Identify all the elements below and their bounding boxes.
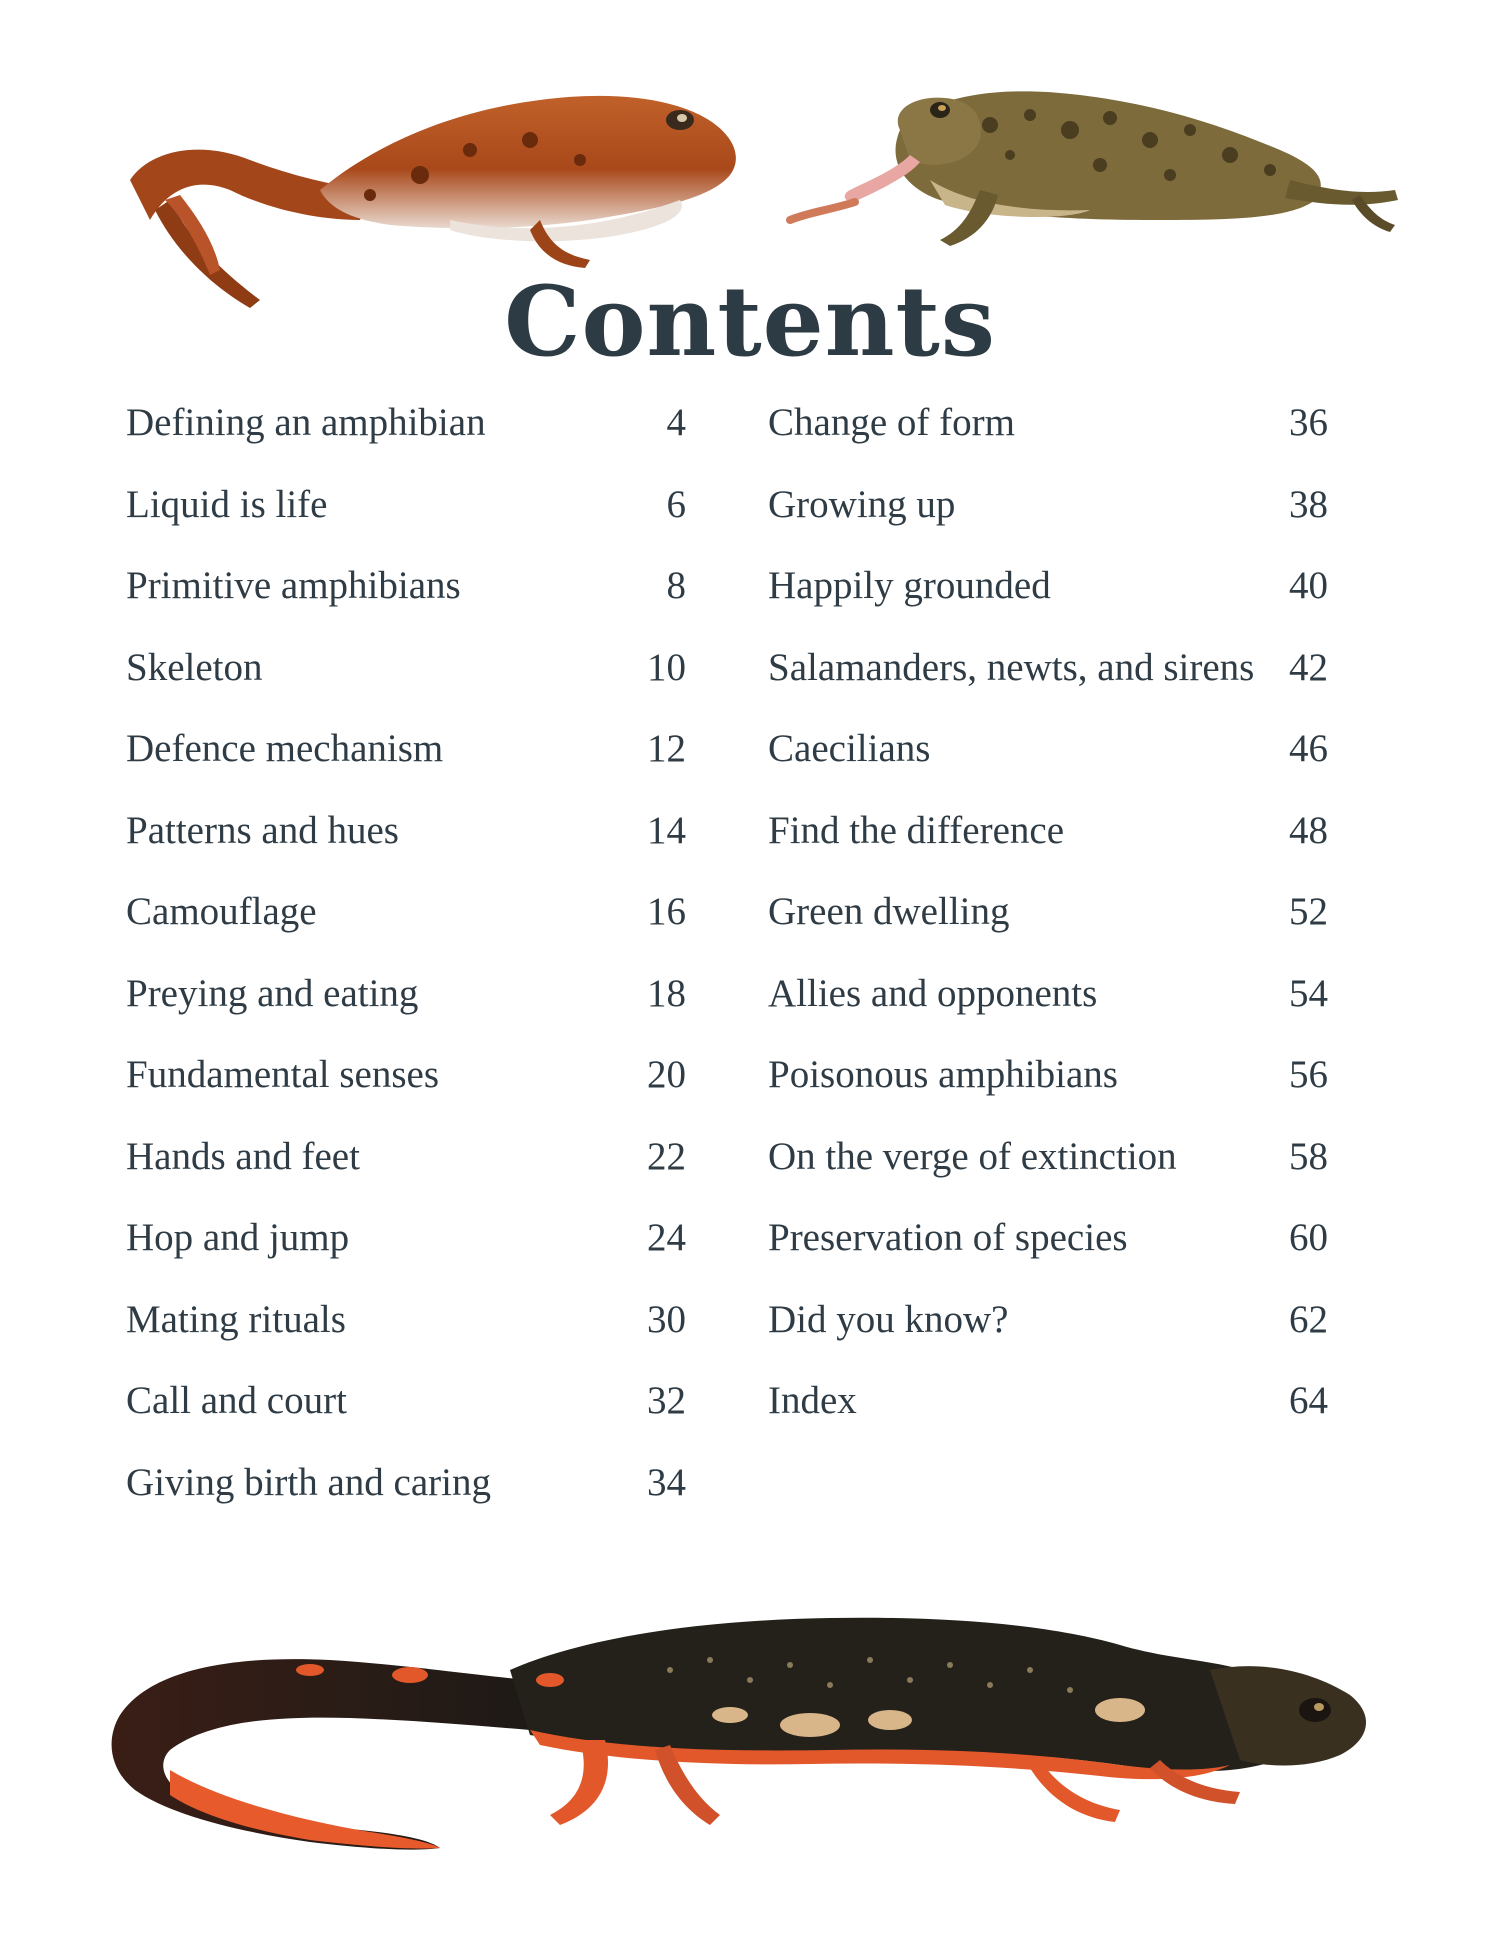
entry-title: Index [768, 1379, 857, 1422]
contents-entry[interactable] [126, 1210, 686, 1292]
entry-title: Salamanders, newts, and sirens [768, 645, 1255, 689]
entry-page: 18 [647, 971, 686, 1015]
contents-entry[interactable] [768, 558, 1328, 640]
entry-title: Find the difference [768, 808, 1065, 852]
page-title: Contents [504, 265, 996, 378]
entry-title: Hop and jump [126, 1216, 350, 1259]
entry-title: Defence mechanism [126, 727, 444, 770]
entry-title: Happily grounded [768, 564, 1051, 607]
entry-title: On the verge of extinction [768, 1134, 1177, 1178]
entry-title: Hands and feet [126, 1134, 360, 1178]
entry-page: 10 [647, 645, 686, 689]
entry-page: 54 [1289, 971, 1328, 1015]
entry-title: Camouflage [126, 890, 317, 933]
contents-entry[interactable] [126, 1373, 686, 1455]
contents-entry[interactable] [768, 1210, 1328, 1292]
entry-page: 62 [1289, 1297, 1328, 1341]
contents-entry[interactable] [126, 395, 686, 477]
entry-title: Call and court [126, 1379, 347, 1422]
entry-page: 38 [1289, 482, 1328, 526]
entry-page: 52 [1289, 890, 1328, 933]
entry-page: 30 [647, 1297, 686, 1341]
entry-page: 36 [1289, 401, 1328, 444]
contents-entry[interactable] [768, 884, 1328, 966]
contents-entry[interactable] [768, 1047, 1328, 1129]
contents-entry[interactable] [768, 1129, 1328, 1211]
entry-title: Green dwelling [768, 890, 1010, 933]
entry-page: 6 [666, 482, 686, 526]
contents-entry[interactable] [126, 1047, 686, 1129]
entry-title: Did you know? [768, 1297, 1009, 1341]
entry-page: 60 [1289, 1216, 1328, 1259]
entry-page: 22 [647, 1134, 686, 1178]
contents-entry[interactable] [126, 721, 686, 803]
entry-page: 46 [1289, 727, 1328, 770]
entry-title: Liquid is life [126, 482, 328, 526]
entry-page: 4 [666, 401, 686, 444]
contents-entry[interactable] [768, 721, 1328, 803]
entry-page: 56 [1289, 1053, 1328, 1096]
entry-title: Change of form [768, 401, 1015, 444]
entry-page: 34 [647, 1460, 686, 1504]
entry-page: 32 [647, 1379, 686, 1422]
contents-entry[interactable] [126, 640, 686, 722]
contents-entry[interactable] [768, 477, 1328, 559]
contents-entry[interactable] [768, 640, 1328, 722]
contents-entry[interactable] [126, 966, 686, 1048]
contents-entry[interactable] [126, 884, 686, 966]
contents-entry[interactable] [126, 1129, 686, 1211]
entry-page: 16 [647, 890, 686, 933]
contents-entry[interactable] [126, 477, 686, 559]
entry-title: Caecilians [768, 727, 931, 770]
entry-title: Fundamental senses [126, 1053, 440, 1096]
contents-entry[interactable] [126, 1292, 686, 1374]
entry-title: Preying and eating [126, 971, 419, 1015]
contents-entry[interactable] [126, 558, 686, 640]
contents-entry[interactable] [126, 1455, 686, 1537]
contents-entry[interactable] [768, 1292, 1328, 1374]
contents-column-right [768, 395, 1328, 1455]
contents-entry[interactable] [768, 1373, 1328, 1455]
entry-page: 64 [1289, 1379, 1328, 1422]
entry-title: Preservation of species [768, 1216, 1128, 1259]
entry-page: 58 [1289, 1134, 1328, 1178]
entry-title: Poisonous amphibians [768, 1053, 1118, 1096]
entry-page: 40 [1289, 564, 1328, 607]
entry-title: Giving birth and caring [126, 1460, 491, 1504]
entry-title: Allies and opponents [768, 971, 1098, 1015]
entry-title: Skeleton [126, 645, 263, 689]
entry-page: 12 [647, 727, 686, 770]
entry-title: Patterns and hues [126, 808, 399, 852]
entry-title: Growing up [768, 482, 956, 526]
contents-column-left [126, 395, 686, 1536]
contents-entry[interactable] [768, 395, 1328, 477]
entry-page: 42 [1289, 645, 1328, 689]
entry-title: Defining an amphibian [126, 401, 486, 444]
entry-page: 20 [647, 1053, 686, 1096]
entry-title: Mating rituals [126, 1297, 346, 1341]
entry-page: 48 [1289, 808, 1328, 852]
entry-page: 24 [647, 1216, 686, 1259]
entry-page: 8 [666, 564, 686, 607]
contents-entry[interactable] [126, 803, 686, 885]
entry-title: Primitive amphibians [126, 564, 461, 607]
entry-page: 14 [647, 808, 686, 852]
newt-illustration [110, 1600, 1380, 1870]
contents-entry[interactable] [768, 966, 1328, 1048]
contents-entry[interactable] [768, 803, 1328, 885]
toad-illustration [770, 70, 1410, 250]
